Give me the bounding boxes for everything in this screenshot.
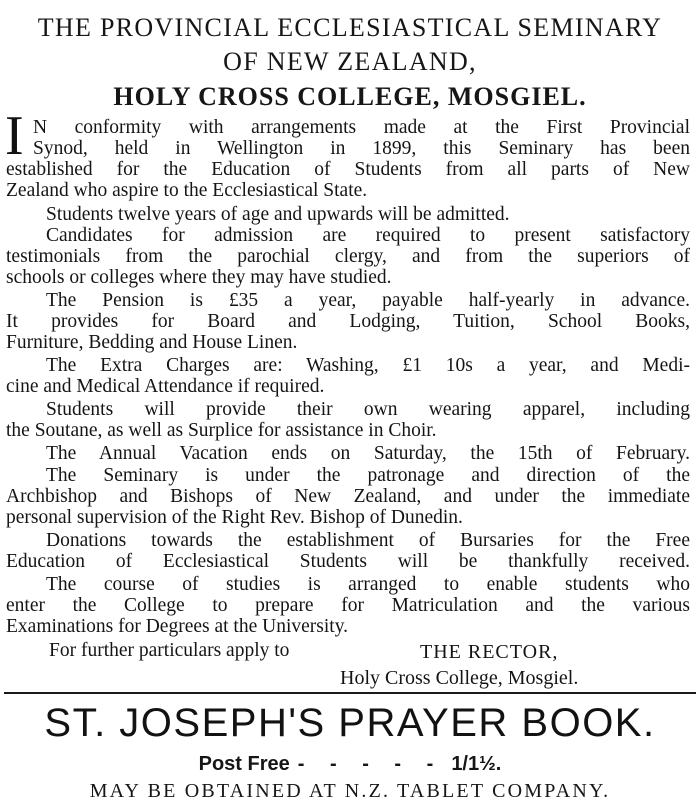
- signature-address: Holy Cross College, Mosgiel.: [340, 667, 579, 689]
- post-free-row: [0, 753, 700, 776]
- body-line-24: Examinations for Degrees at the University.: [6, 616, 349, 637]
- body-line-4: Zealand who aspire to the Ecclesiastical State.: [6, 180, 368, 201]
- body-line-12: The Extra Charges are: Washing, £1 10s a year, and Medi-: [46, 355, 690, 376]
- body-line-22: The course of studies is arranged to enable students who: [46, 574, 690, 595]
- seminary-title-line-1: THE PROVINCIAL ECCLESIASTICAL SEMINARY: [37, 13, 663, 42]
- body-line-10: It provides for Board and Lodging, Tuition, School Books,: [6, 311, 690, 332]
- body-line-11: Furniture, Bedding and House Linen.: [6, 332, 298, 353]
- body-line-21: Education of Ecclesiastical Students will be thankfully received.: [6, 551, 690, 572]
- body-line-1: N conformity with arrangements made at the First Provincial: [33, 117, 690, 138]
- body-line-8: schools or colleges where they may have studied.: [6, 267, 392, 288]
- drop-cap-letter: I: [5, 105, 24, 167]
- body-line-19: personal supervision of the Right Rev. Bishop of Dunedin.: [6, 507, 463, 528]
- seminary-title-line-2: OF NEW ZEALAND,: [223, 47, 477, 76]
- obtain-line: MAY BE OBTAINED AT N.Z. TABLET COMPANY.: [89, 780, 611, 802]
- body-line-6: Candidates for admission are required to present satisfactory: [46, 225, 690, 246]
- body-line-14: Students will provide their own wearing apparel, including: [46, 399, 690, 420]
- body-line-13: cine and Medical Attendance if required.: [6, 376, 325, 397]
- signature-name: THE RECTOR,: [420, 641, 559, 663]
- price-value: 1/1½.: [451, 753, 502, 775]
- body-line-2: Synod, held in Wellington in 1899, this Seminary has been: [33, 138, 690, 159]
- post-free-label: Post Free: [198, 753, 290, 775]
- body-line-3: established for the Education of Students from all parts of New: [6, 159, 690, 180]
- body-line-16: The Annual Vacation ends on Saturday, the 15th of February.: [46, 443, 690, 464]
- prayer-book-title: ST. JOSEPH'S PRAYER BOOK.: [44, 701, 656, 745]
- body-line-5: Students twelve years of age and upwards will be admitted.: [46, 204, 510, 225]
- price-dashes: - - - - -: [297, 753, 444, 775]
- body-line-7: testimonials from the parochial clergy, and from the superiors of: [6, 246, 690, 267]
- body-line-20: Donations towards the establishment of Bursaries for the Free: [46, 530, 690, 551]
- body-line-18: Archbishop and Bishops of New Zealand, and under the immediate: [6, 486, 690, 507]
- body-line-25: For further particulars apply to: [49, 640, 290, 661]
- body-line-23: enter the College to prepare for Matriculation and the various: [6, 595, 690, 616]
- college-title-line: HOLY CROSS COLLEGE, MOSGIEL.: [113, 82, 587, 111]
- body-line-17: The Seminary is under the patronage and direction of the: [46, 465, 690, 486]
- body-line-9: The Pension is £35 a year, payable half-yearly in advance.: [46, 290, 690, 311]
- body-line-15: the Soutane, as well as Surplice for assistance in Choir.: [6, 420, 437, 441]
- section-divider: [4, 692, 696, 694]
